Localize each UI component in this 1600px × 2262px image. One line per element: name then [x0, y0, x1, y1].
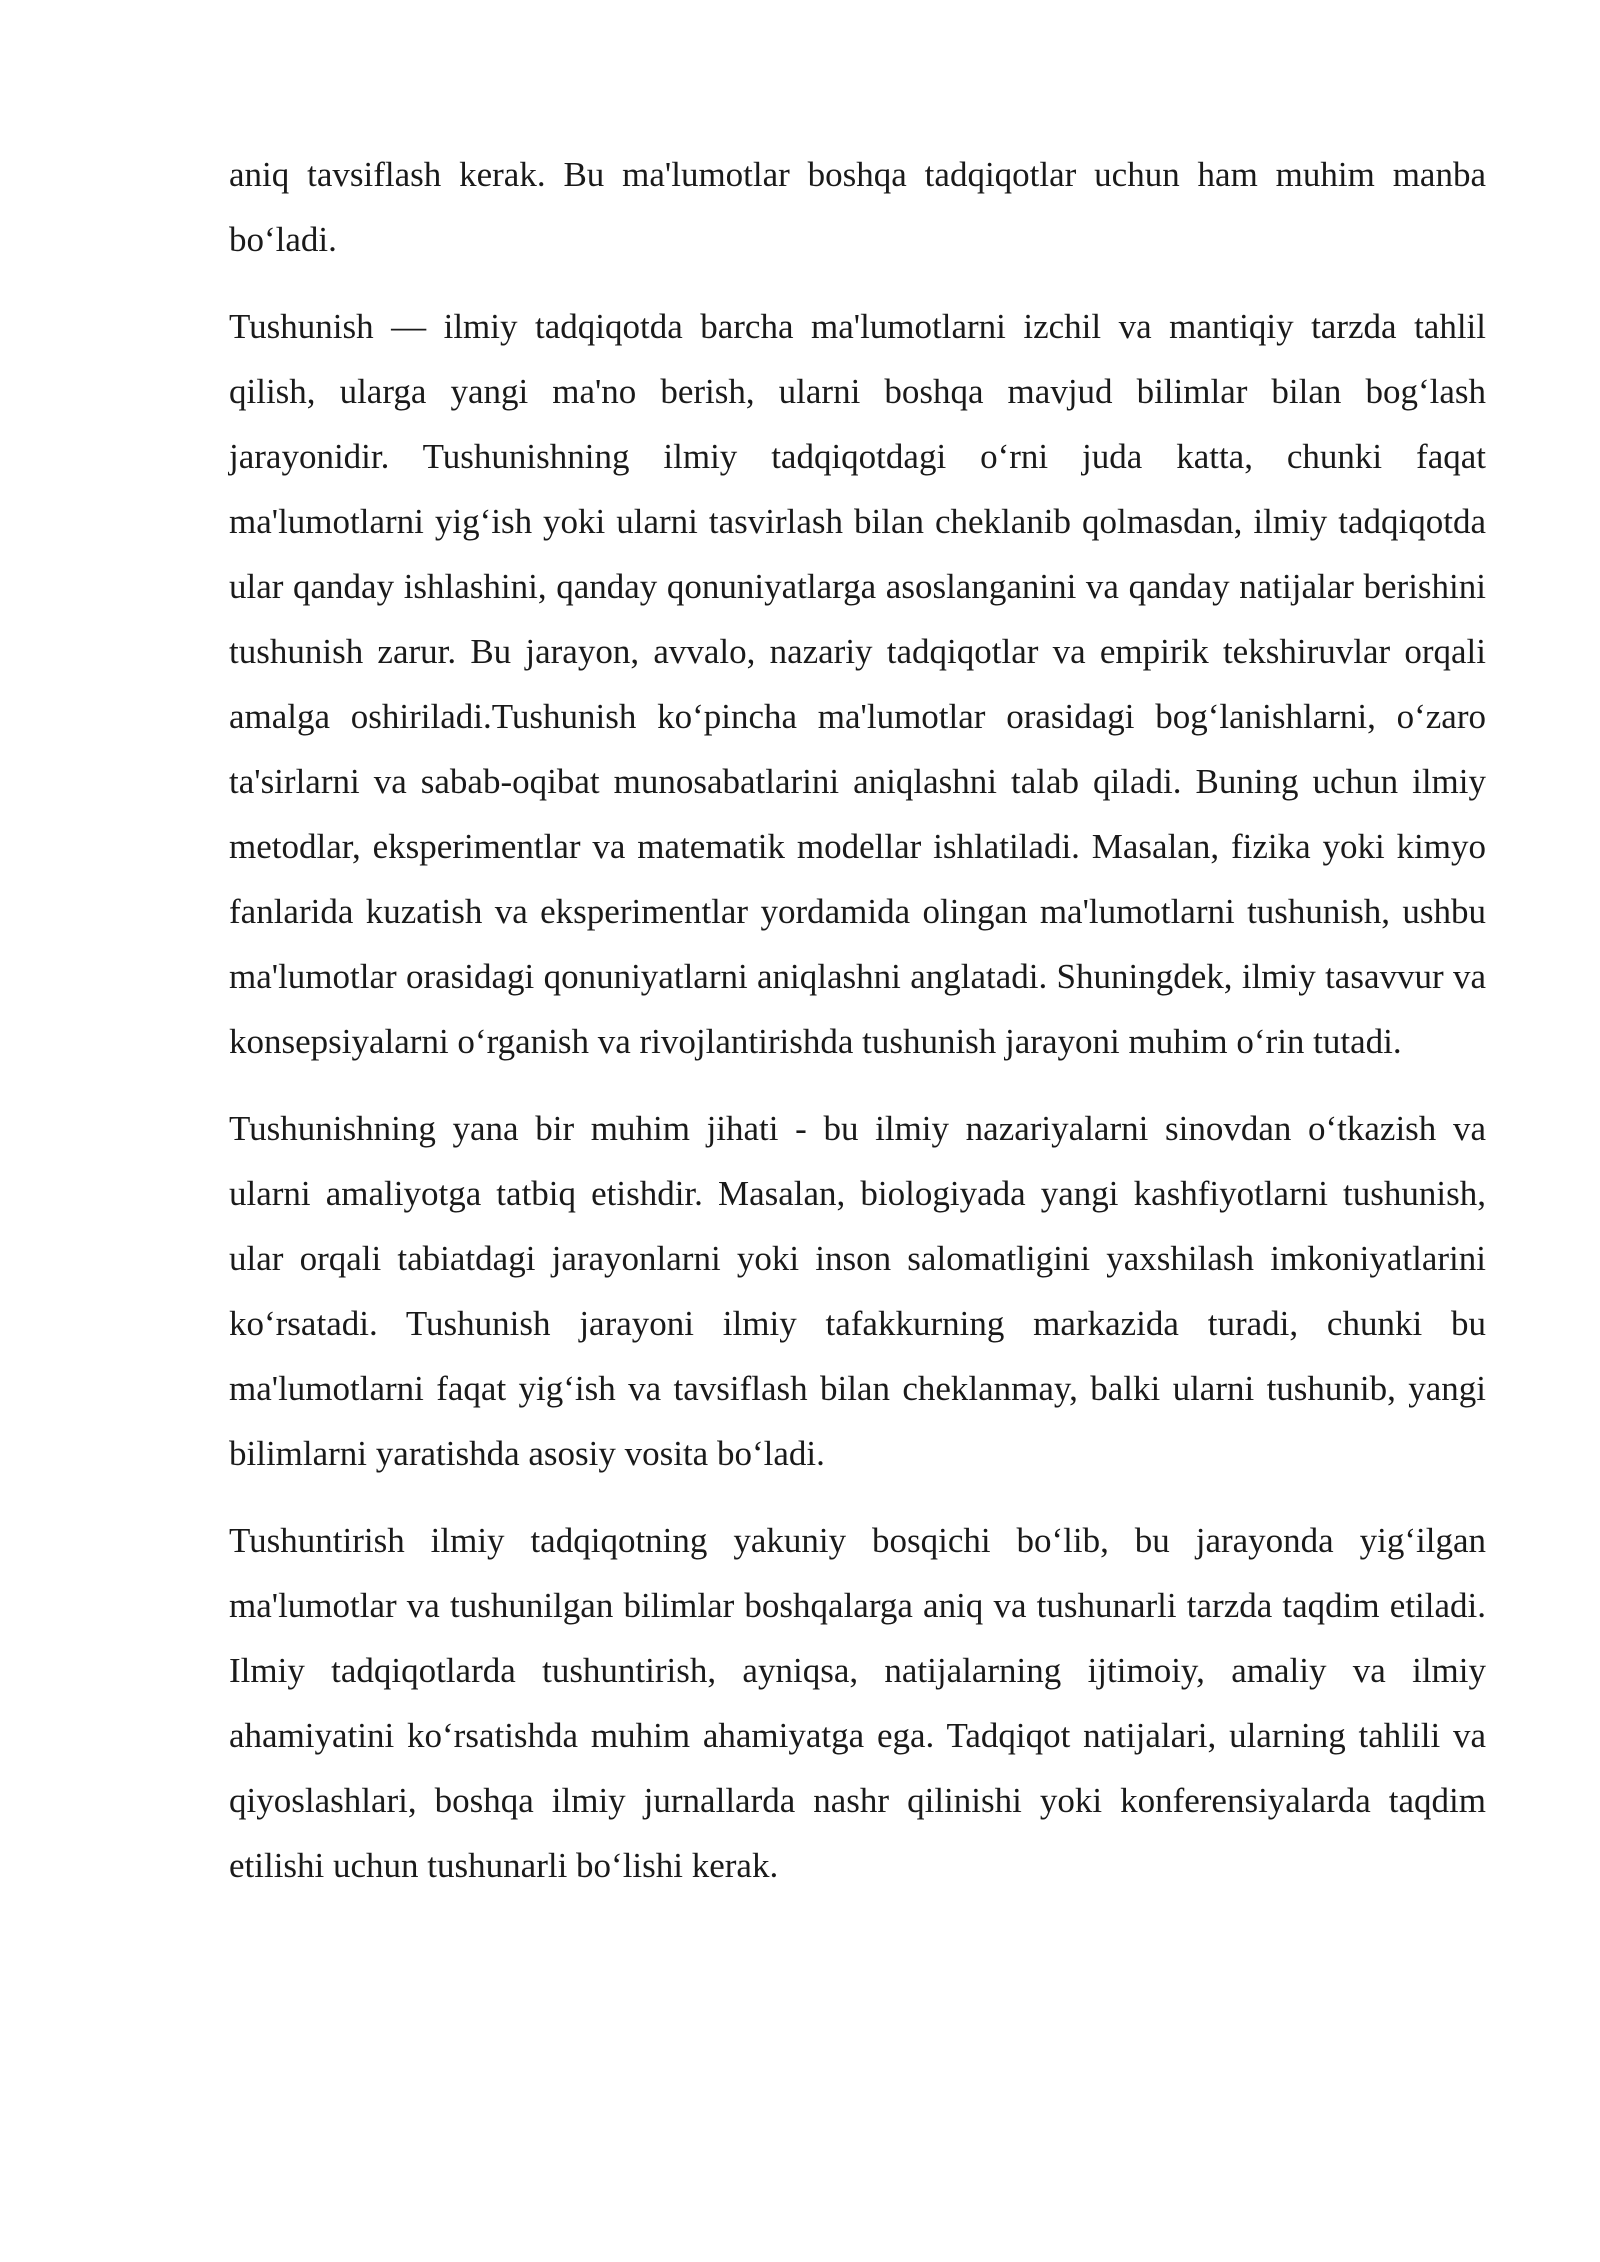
paragraph-3: Tushunishning yana bir muhim jihati - bu ilmiy nazariyalarni sinovdan o‘tkazish va ularni amaliyotga tatbiq etishdir. Masalan, biologiyada yangi kashfiyotlarni tushunish, ular orqali tabiatdagi jarayonlarni yoki inson salomatligini yaxshilash imkoniyatlarini ko‘rsatadi. Tushunish jarayoni ilmiy tafakkurning markazida turadi, chunki bu ma'lumotlarni faqat yig‘ish va tavsiflash bilan cheklanmay, balki ularni tushunib, yangi bilimlarni yaratishda asosiy vosita bo‘ladi.: [229, 1109, 1486, 1473]
paragraph-2: Tushunish — ilmiy tadqiqotda barcha ma'lumotlarni izchil va mantiqiy tarzda tahlil qilish, ularga yangi ma'no berish, ularni boshqa mavjud bilimlar bilan bog‘lash jarayonidir. Tushunishning ilmiy tadqiqotdagi o‘rni juda katta, chunki faqat ma'lumotlarni yig‘ish yoki ularni tasvirlash bilan cheklanib qolmasdan, ilmiy tadqiqotda ular qanday ishlashini, qanday qonuniyatlarga asoslanganini va qanday natijalar berishini tushunish zarur. Bu jarayon, avvalo, nazariy tadqiqotlar va empirik tekshiruvlar orqali amalga oshiriladi.Tushunish ko‘pincha ma'lumotlar orasidagi bog‘lanishlarni, o‘zaro ta'sirlarni va sabab-oqibat munosabatlarini aniqlashni talab qiladi. Buning uchun ilmiy metodlar, eksperimentlar va matematik modellar ishlatiladi. Masalan, fizika yoki kimyo fanlarida kuzatish va eksperimentlar yordamida olingan ma'lumotlarni tushunish, ushbu ma'lumotlar orasidagi qonuniyatlarni aniqlashni anglatadi. Shuningdek, ilmiy tasavvur va konsepsiyalarni o‘rganish va rivojlantirishda tushunish jarayoni muhim o‘rin tutadi.: [229, 307, 1486, 1061]
paragraph-1: aniq tavsiflash kerak. Bu ma'lumotlar boshqa tadqiqotlar uchun ham muhim manba bo‘ladi.: [229, 155, 1486, 259]
document-body: [229, 142, 1486, 1920]
paragraph-4: Tushuntirish ilmiy tadqiqotning yakuniy bosqichi bo‘lib, bu jarayonda yig‘ilgan ma'lumotlar va tushunilgan bilimlar boshqalarga aniq va tushunarli tarzda taqdim etiladi. Ilmiy tadqiqotlarda tushuntirish, ayniqsa, natijalarning ijtimoiy, amaliy va ilmiy ahamiyatini ko‘rsatishda muhim ahamiyatga ega. Tadqiqot natijalari, ularning tahlili va qiyoslashlari, boshqa ilmiy jurnallarda nashr qilinishi yoki konferensiyalarda taqdim etilishi uchun tushunarli bo‘lishi kerak.: [229, 1521, 1486, 1885]
